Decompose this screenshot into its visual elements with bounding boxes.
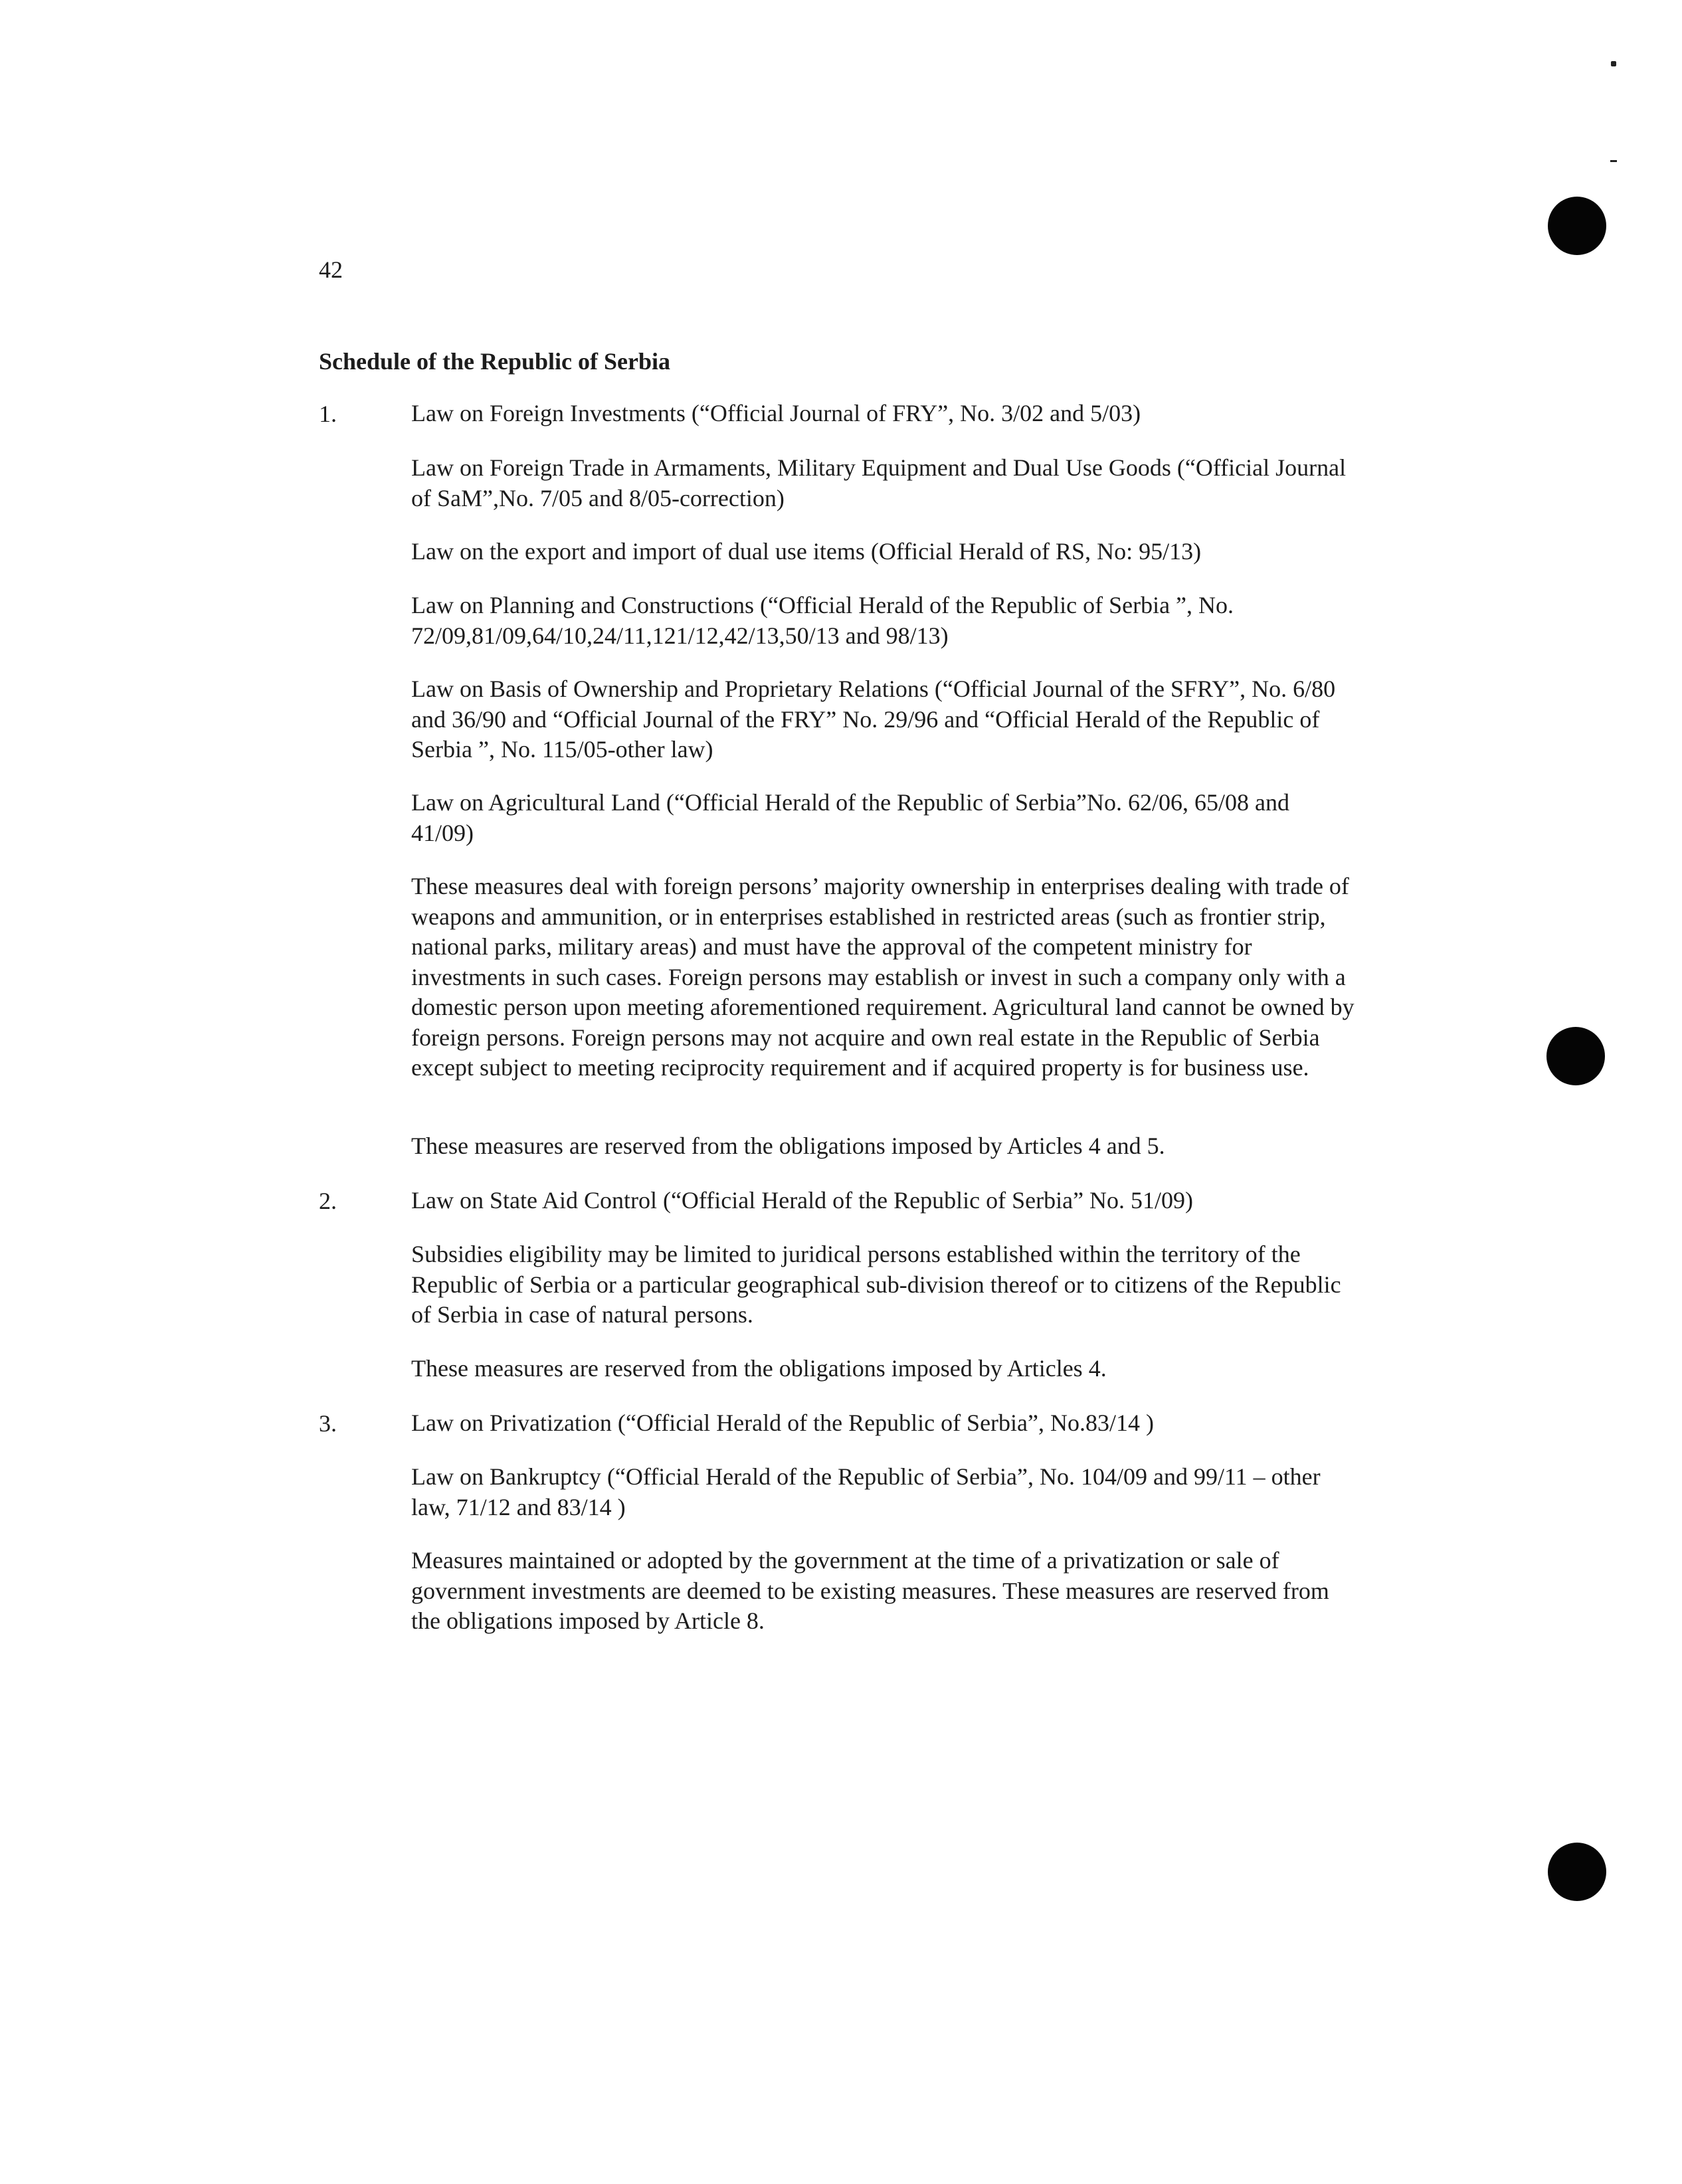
law-citation: Law on Foreign Trade in Armaments, Military Equipment and Dual Use Goods (“Official Journal of SaM”,No. 7/05 and 8/05-correction) <box>411 454 1347 511</box>
measure-description: Subsidies eligibility may be limited to juridical persons established within the territory of the Republic of Serbia or a particular geographical sub-division thereof or to citizens of the Republic of Serbia in case of natural persons. <box>411 1241 1341 1328</box>
reservation-note: These measures are reserved from the obligations imposed by Articles 4 and 5. <box>411 1133 1165 1159</box>
measure-description: These measures deal with foreign persons’ majority ownership in enterprises dealing with trade of weapons and ammunition, or in enterprises established in restricted areas (such as frontier strip, national parks, military areas) and must have the approval of the competent ministry for investments in such cases. Foreign persons may establish or invest in such a company only with a domestic person upon meeting aforementioned requirement. Agricultural land cannot be owned by foreign persons. Foreign persons may not acquire and own real estate in the Republic of Serbia except subject to meeting reciprocity requirement and if acquired property is for business use. <box>411 873 1355 1081</box>
page-number: 42 <box>319 256 343 283</box>
reservation-note: These measures are reserved from the obligations imposed by Articles 4. <box>411 1355 1107 1382</box>
punch-hole-middle <box>1546 1027 1605 1085</box>
law-citation: Law on Foreign Investments (“Official Journal of FRY”, No. 3/02 and 5/03) <box>411 400 1141 426</box>
law-citation: Law on Agricultural Land (“Official Herald of the Republic of Serbia”No. 62/06, 65/08 and 41/09) <box>411 789 1289 846</box>
scan-speck <box>1611 61 1616 66</box>
schedule-title: Schedule of the Republic of Serbia <box>319 348 671 375</box>
scan-speck <box>1610 160 1617 162</box>
item-number: 1. <box>319 401 337 427</box>
item-number: 2. <box>319 1188 337 1214</box>
item-number: 3. <box>319 1410 337 1437</box>
law-citation: Law on the export and import of dual use items (Official Herald of RS, No: 95/13) <box>411 538 1202 565</box>
punch-hole-bottom <box>1548 1843 1606 1901</box>
law-citation: Law on Privatization (“Official Herald of the Republic of Serbia”, No.83/14 ) <box>411 1410 1154 1436</box>
law-citation: Law on Bankruptcy (“Official Herald of the Republic of Serbia”, No. 104/09 and 99/11 – other law, 71/12 and 83/14 ) <box>411 1463 1321 1520</box>
law-citation: Law on Basis of Ownership and Proprietary Relations (“Official Journal of the SFRY”, No. 6/80 and 36/90 and “Official Journal of the FRY” No. 29/96 and “Official Herald of the Republic of Serbia ”, No. 115/05-other law) <box>411 676 1336 763</box>
law-citation: Law on State Aid Control (“Official Herald of the Republic of Serbia” No. 51/09) <box>411 1187 1194 1214</box>
law-citation: Law on Planning and Constructions (“Official Herald of the Republic of Serbia ”, No. 72/09,81/09,64/10,24/11,121/12,42/13,50/13 and 98/13) <box>411 592 1234 649</box>
measure-description: Measures maintained or adopted by the government at the time of a privatization or sale of government investments are deemed to be existing measures. These measures are reserved from the obligations imposed by Article 8. <box>411 1547 1329 1634</box>
punch-hole-top <box>1548 197 1606 255</box>
